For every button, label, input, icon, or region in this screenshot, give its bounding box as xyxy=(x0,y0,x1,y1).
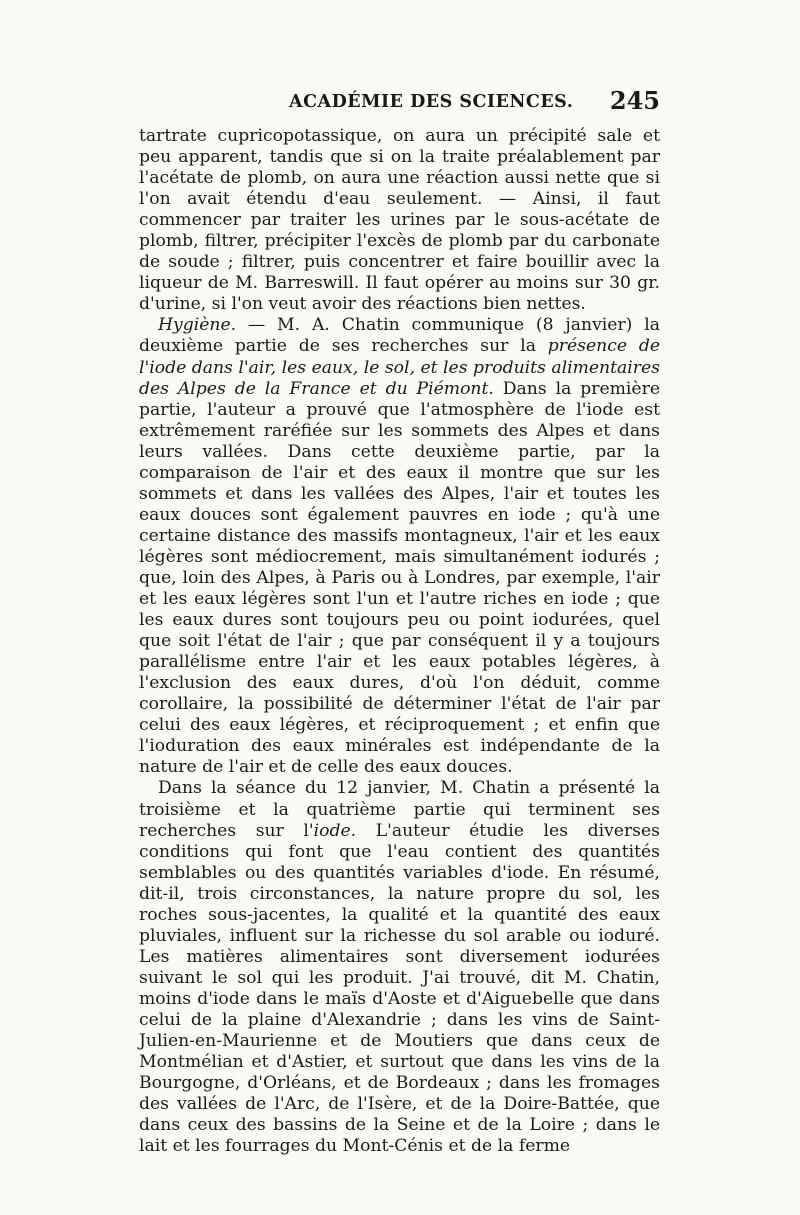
running-header xyxy=(139,86,660,122)
running-title: ACADÉMIE DES SCIENCES. xyxy=(289,92,574,112)
work-title: iode. xyxy=(313,820,357,841)
paragraph-lead: Dans la séance du 12 janvier, M. Chatin a présenté la troisième et la quatrième partie qui terminent ses recherches sur l' xyxy=(139,778,660,841)
section-heading: Hygiène. xyxy=(158,315,237,336)
paragraph-hygiene xyxy=(139,315,660,778)
paragraph-seance xyxy=(139,778,660,1157)
paragraph-lead: — M. A. Chatin communique (8 janvier) la deuxième partie de ses recherches sur la xyxy=(139,315,660,357)
paragraph-text: tartrate cupricopotassique, on aura un précipité sale et peu apparent, tandis que si on la traite préalablement par l'acétate de plomb, on aura une réaction aussi nette que si l'on avait étendu d'eau seulement. — Ainsi, il faut commencer par traiter les urines par le sous-acétate de plomb, filtrer, précipiter l'excès de plomb par du carbonate de soude ; filtrer, puis concentrer et faire bouillir avec la liqueur de M. Barreswill. Il faut opérer au moins sur 30 gr. d'urine, si l'on veut avoir des réactions bien nettes. xyxy=(139,126,660,315)
paragraph-rest: Dans la première partie, l'auteur a prouvé que l'atmosphère de l'iode est extrêmement raréfiée sur les sommets des Alpes et dans leurs vallées. Dans cette deuxième partie, par la comparaison de l'air et des eaux il montre que sur les sommets et dans les vallées des Alpes, l'air et toutes les eaux douces sont également pauvres en iode ; qu'à une certaine distance des massifs montagneux, l'air et les eaux légères sont médiocrement, mais simultanément iodurés ; que, loin des Alpes, à Paris ou à Londres, par exemple, l'air et les eaux légères sont l'un et l'autre riches en iode ; que les eaux dures sont toujours peu ou point iodurées, quel que soit l'état de l'air ; que par conséquent il y a toujours parallélisme entre l'air et les eaux potables légères, à l'exclusion des eaux dures, d'où l'on déduit, comme corollaire, la possibilité de déterminer l'état de l'air par celui des eaux légères, et réciproquement ; et enfin que l'ioduration des eaux minérales est indépendante de la nature de l'air et de celle des eaux douces. xyxy=(139,378,660,778)
page-number: 245 xyxy=(609,86,660,115)
body-text xyxy=(139,126,660,1157)
paragraph-rest: L'auteur étudie les diverses conditions qui font que l'eau contient des quantités semblables ou des quantités variables d'iode. En résumé, dit-il, trois circonstances, la nature propre du sol, les roches sous-jacentes, la qualité et la quantité des eaux pluviales, influent sur la richesse du sol arable ou ioduré. Les matières alimentaires sont diversement iodurées suivant le sol qui les produit. J'ai trouvé, dit M. Chatin, moins d'iode dans le maïs d'Aoste et d'Aiguebelle que dans celui de la plaine d'Alexandrie ; dans les vins de Saint-Julien-en-Maurienne et de Moutiers que dans ceux de Montmélian et d'Astier, et surtout que dans les vins de la Bourgogne, d'Orléans, et de Bordeaux ; dans les fromages des vallées de l'Arc, de l'Isère, et de la Doire-Battée, que dans ceux des bassins de la Seine et de la Loire ; dans le lait et les fourrages du Mont-Cénis et de la ferme xyxy=(139,820,660,1157)
paragraph-urine-analysis xyxy=(139,126,660,315)
work-title: présence de l'iode dans l'air, les eaux, le sol, et les produits alimentaires des Alpes de la France et du Piémont. xyxy=(139,336,660,399)
